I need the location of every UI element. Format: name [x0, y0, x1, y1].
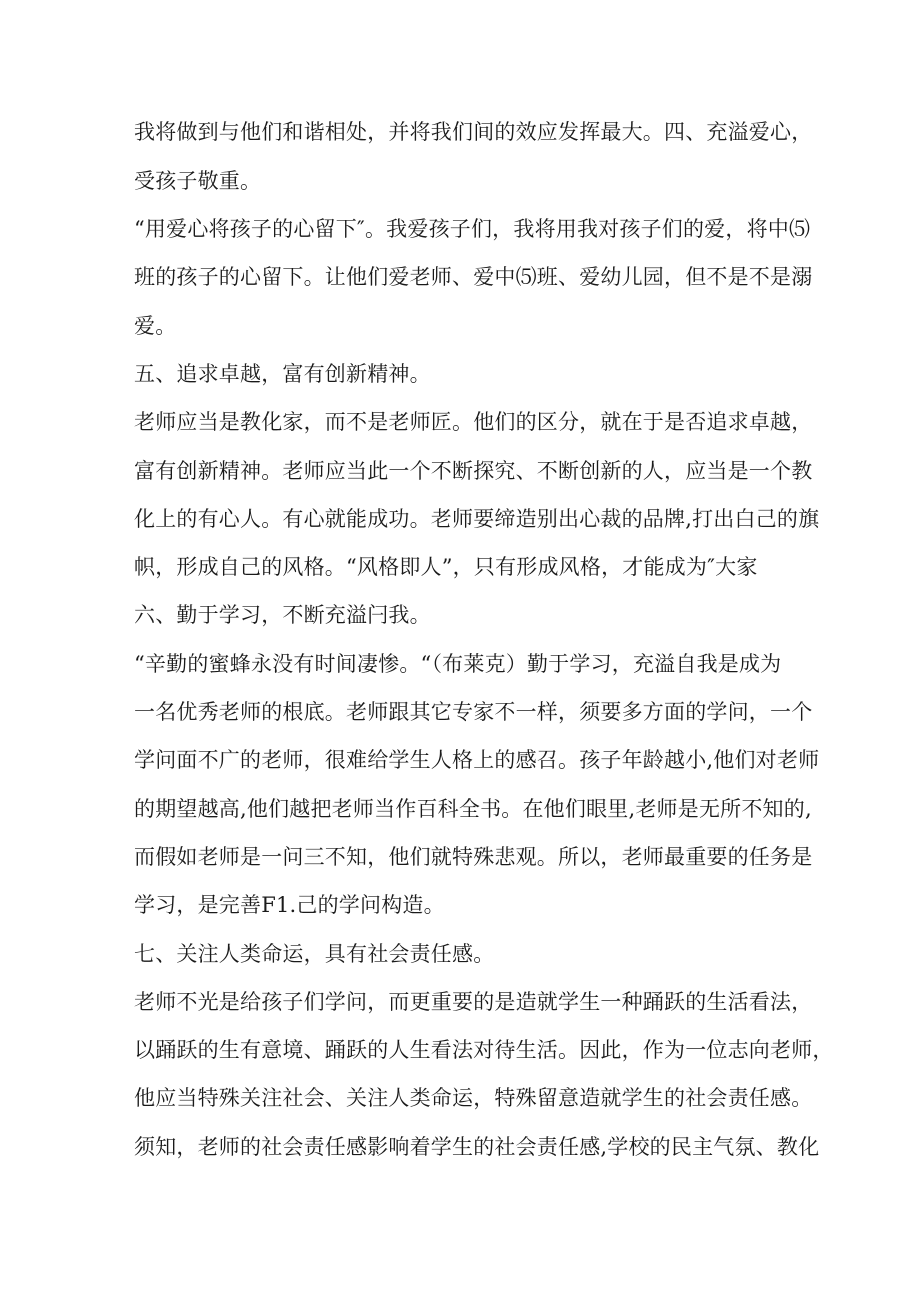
- text-line: 他应当特殊关注社会、关注人类命运，特殊留意造就学生的社会责任感。: [134, 1086, 813, 1110]
- text-line: 帜，形成自己的风格。“风格即人”，只有形成风格，才能成为″大家: [134, 555, 758, 579]
- text-line: 的期望越高,他们越把老师当作百科全书。在他们眼里,老师是无所不知的,: [134, 797, 812, 821]
- section-heading: 五、追求卓越，富有创新精神。: [134, 362, 431, 386]
- text-line: 爱。: [134, 314, 177, 338]
- text-line: 学习，是完善F1.己的学问构造。: [134, 893, 445, 917]
- text-line: 学问面不广的老师，很难给学生人格上的感召。孩子年龄越小,他们对老师: [134, 748, 820, 772]
- text-line: 一名优秀老师的根底。老师跟其它专家不一样，须要多方面的学问，一个: [134, 700, 813, 724]
- text-line: 以踊跃的生有意境、踊跃的人生看法对待生活。因此，作为一位志向老师，: [134, 1038, 834, 1062]
- section-heading: 六、勤于学习，不断充溢闩我。: [134, 603, 431, 627]
- text-line: 我将做到与他们和谐相处，并将我们间的效应发挥最大。四、充溢爱心，: [134, 120, 813, 144]
- text-line: 班的孩子的心留下。让他们爱老师、爱中⑸班、爱幼儿园，但不是不是溺: [134, 265, 813, 289]
- text-line: 老师应当是教化家，而不是老师匠。他们的区分，就在于是否追求卓越，: [134, 410, 813, 434]
- section-heading: 七、关注人类命运，具有社会责任感。: [134, 942, 495, 966]
- text-line: 须知，老师的社会责任感影响着学生的社会责任感,学校的民主气氛、教化: [134, 1135, 820, 1159]
- text-line: 而假如老师是一问三不知，他们就特殊悲观。所以，老师最重要的任务是: [134, 845, 813, 869]
- text-line: “辛勤的蜜蜂永没有时间凄惨。“（布莱克）勤于学习，充溢自我是成为: [134, 652, 782, 676]
- text-line: 富有创新精神。老师应当此一个不断探究、不断创新的人，应当是一个教: [134, 459, 813, 483]
- text-line: 化上的有心人。有心就能成功。老师要缔造别出心裁的品牌,打出白己的旗: [134, 507, 820, 531]
- text-line: 受孩子敬重。: [134, 169, 262, 193]
- text-line: “用爱心将孩子的心留下″。我爱孩子们，我将用我对孩子们的爱，将中⑸: [134, 217, 811, 241]
- text-line: 老师不光是给孩子们学问，而更重要的是造就学生一种踊跃的生活看法，: [134, 990, 813, 1014]
